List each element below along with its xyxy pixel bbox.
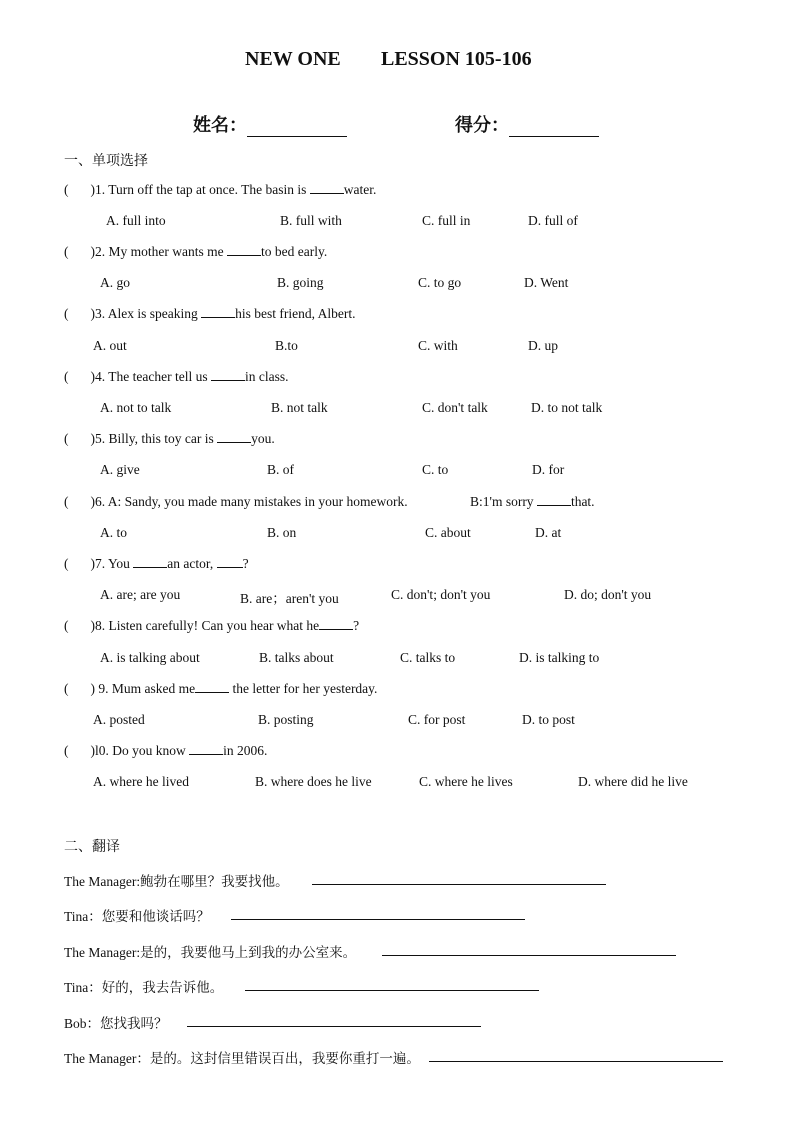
question-stem: l0. Do you know	[95, 743, 190, 758]
translation-prompt: Tina：好的，我去告诉他。	[64, 980, 224, 995]
option-d: D. for	[532, 462, 565, 477]
translation-prompt: Tina：您要和他谈话吗？	[64, 909, 210, 924]
option-b: B. talks about	[259, 650, 334, 665]
option-c: C. full in	[422, 213, 471, 228]
question-1	[64, 182, 376, 198]
paren-open: (	[64, 182, 69, 197]
question-stem-end: you.	[251, 431, 275, 446]
option-b: B. of	[267, 462, 294, 477]
option-a: A. not to talk	[100, 400, 172, 415]
paren-close: )	[90, 743, 95, 758]
option-b: B. are；aren't you	[240, 591, 339, 606]
paren-close: )	[90, 369, 95, 384]
translation-line-1	[64, 870, 289, 890]
question-stem: 4. The teacher tell us	[95, 369, 211, 384]
translation-prompt: Bob：您找我吗？	[64, 1016, 168, 1031]
question-stem-end: water.	[343, 182, 377, 197]
question-stem-mid: an actor,	[167, 556, 217, 571]
question-stem-end: ?	[242, 556, 249, 571]
option-c: C. about	[425, 525, 471, 540]
name-field[interactable]	[193, 111, 347, 137]
translation-answer-1[interactable]	[312, 872, 606, 885]
option-d: D. do; don't you	[564, 587, 652, 602]
paren-open: (	[64, 494, 69, 509]
fill-blank	[211, 370, 245, 381]
question-5	[64, 431, 275, 447]
paren-open: (	[64, 743, 69, 758]
translation-answer-4[interactable]	[245, 978, 539, 991]
question-stem-end: his best friend, Albert.	[235, 306, 356, 321]
name-blank[interactable]	[247, 118, 347, 137]
translation-prompt: The Manager：是的。这封信里错误百出，我要你重打一遍。	[64, 1051, 420, 1066]
question-stem-end: in class.	[244, 369, 289, 384]
translation-line-6	[64, 1047, 420, 1067]
question-stem: 9. Mum asked me	[95, 681, 196, 696]
translation-answer-3[interactable]	[382, 943, 676, 956]
paren-close: )	[90, 556, 95, 571]
score-blank[interactable]	[509, 118, 599, 137]
question-stem: 8. Listen carefully! Can you hear what he	[95, 618, 320, 633]
translation-prompt: The Manager:鲍勃在哪里？我要找他。	[64, 874, 289, 889]
fill-blank	[201, 307, 235, 318]
translation-line-4	[64, 976, 223, 996]
paren-close: )	[90, 244, 95, 259]
question-9	[64, 681, 377, 697]
option-c: C. with	[418, 338, 458, 353]
section-heading-choice: 一、单项选择	[64, 153, 148, 169]
question-stem-end: the letter for her yesterday.	[229, 681, 378, 696]
option-c: C. for post	[408, 712, 466, 727]
paren-close: )	[90, 306, 95, 321]
option-a: A. out	[93, 338, 127, 353]
fill-blank	[217, 557, 243, 568]
question-4	[64, 369, 288, 385]
option-b: B. where does he live	[255, 774, 372, 789]
translation-answer-5[interactable]	[187, 1014, 481, 1027]
option-d: D. to not talk	[531, 400, 603, 415]
section-heading-translation: 二、翻译	[64, 839, 120, 855]
option-a: A. posted	[93, 712, 145, 727]
paren-open: (	[64, 244, 69, 259]
option-a: A. is talking about	[100, 650, 200, 665]
paren-close: )	[90, 681, 95, 696]
paren-open: (	[64, 431, 69, 446]
translation-answer-6[interactable]	[429, 1049, 723, 1062]
translation-answer-2[interactable]	[231, 907, 525, 920]
question-stem: 3. Alex is speaking	[95, 306, 202, 321]
option-d: D. where did he live	[578, 774, 688, 789]
fill-blank	[195, 682, 229, 693]
question-7	[64, 556, 249, 572]
question-stem: 2. My mother wants me	[95, 244, 227, 259]
option-c: C. to	[422, 462, 449, 477]
question-stem: 5. Billy, this toy car is	[95, 431, 218, 446]
fill-blank	[537, 495, 571, 506]
name-label: 姓名：	[193, 115, 247, 135]
question-stem-end: ?	[353, 618, 360, 633]
option-b: B. going	[277, 275, 324, 290]
option-b: B. full with	[280, 213, 342, 228]
paren-open: (	[64, 681, 69, 696]
score-field[interactable]	[455, 111, 599, 137]
translation-line-2	[64, 905, 210, 925]
question-6	[64, 494, 408, 510]
option-d: D. to post	[522, 712, 575, 727]
option-b: B. on	[267, 525, 297, 540]
translation-line-3	[64, 941, 356, 961]
option-c: C. talks to	[400, 650, 456, 665]
question-2	[64, 244, 327, 260]
option-d: D. at	[535, 525, 562, 540]
option-a: A. full into	[106, 213, 166, 228]
paren-open: (	[64, 618, 69, 633]
score-label: 得分：	[455, 115, 509, 135]
fill-blank	[217, 432, 251, 443]
paren-open: (	[64, 556, 69, 571]
option-b: B. not talk	[271, 400, 328, 415]
option-d: D. Went	[524, 275, 569, 290]
paren-open: (	[64, 306, 69, 321]
option-b: B. posting	[258, 712, 314, 727]
translation-line-5	[64, 1012, 168, 1032]
fill-blank	[227, 245, 261, 256]
question-stem-end: in 2006.	[223, 743, 268, 758]
option-a: A. give	[100, 462, 140, 477]
title-right: LESSON 105-106	[381, 48, 532, 70]
option-a: A. where he lived	[93, 774, 189, 789]
question-stem-end: to bed early.	[260, 244, 328, 259]
option-b: B.to	[275, 338, 298, 353]
question-10	[64, 743, 267, 759]
question-8	[64, 618, 359, 634]
fill-blank	[310, 183, 344, 194]
paren-close: )	[90, 494, 95, 509]
option-d: D. up	[528, 338, 558, 353]
fill-blank	[319, 619, 353, 630]
question-stem: 6. A: Sandy, you made many mistakes in your homework.	[95, 494, 408, 509]
paren-close: )	[90, 182, 95, 197]
option-a: A. go	[100, 275, 130, 290]
option-c: C. don't; don't you	[391, 587, 491, 602]
fill-blank	[189, 744, 223, 755]
translation-prompt: The Manager:是的，我要他马上到我的办公室来。	[64, 945, 357, 960]
option-d: D. is talking to	[519, 650, 600, 665]
option-c: C. where he lives	[419, 774, 513, 789]
option-a: A. to	[100, 525, 127, 540]
option-c: C. to go	[418, 275, 462, 290]
paren-open: (	[64, 369, 69, 384]
title-left: NEW ONE	[245, 48, 341, 70]
option-a: A. are; are you	[100, 587, 181, 602]
question-stem: 1. Turn off the tap at once. The basin is	[95, 182, 310, 197]
fill-blank	[133, 557, 167, 568]
paren-close: )	[90, 431, 95, 446]
option-d: D. full of	[528, 213, 578, 228]
question-6-reply	[470, 494, 595, 510]
question-stem-end: that.	[570, 494, 595, 509]
option-c: C. don't talk	[422, 400, 488, 415]
question-3	[64, 306, 355, 322]
paren-close: )	[90, 618, 95, 633]
question-stem-reply: B:1'm sorry	[470, 494, 537, 509]
question-stem: 7. You	[95, 556, 134, 571]
